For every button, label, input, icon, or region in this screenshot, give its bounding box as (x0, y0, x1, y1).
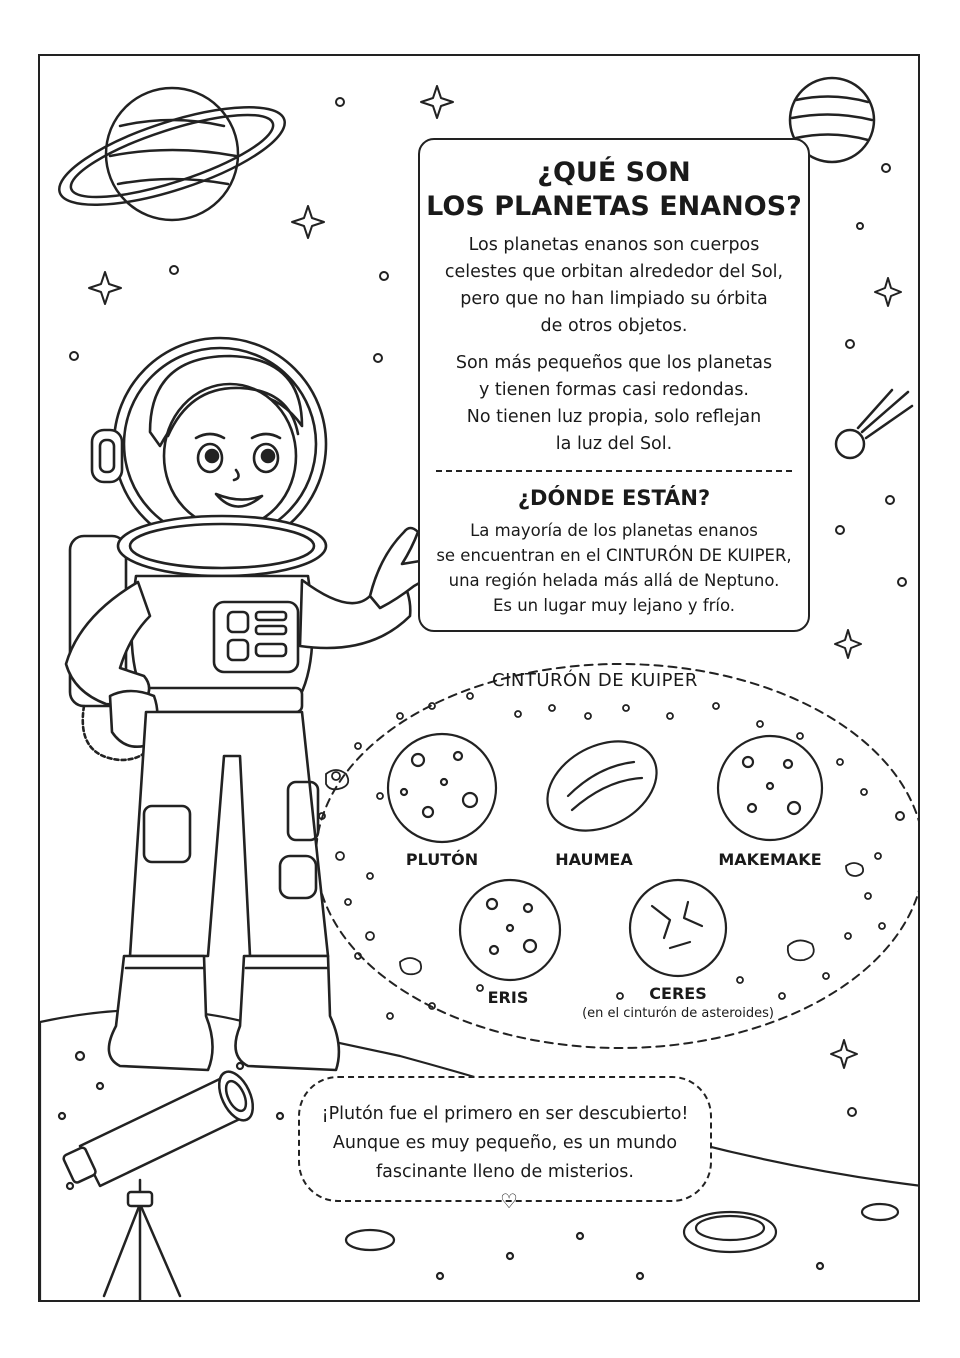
pluto-planet-icon (388, 734, 496, 842)
para2-line-4: la luz del Sol. (555, 434, 673, 454)
para2-line-2: y tienen formas casi redondas. (478, 380, 749, 400)
where-line-1: La mayoría de los planetas enanos (470, 521, 758, 540)
where-line-2: se encuentran en el CINTURÓN DE KUIPER, (436, 546, 792, 565)
bubble-line-2: Aunque es muy pequeño, es un mundo (332, 1133, 678, 1153)
bubble-line-3-wrap (300, 1158, 710, 1216)
coloring-page-frame (38, 54, 920, 1302)
fact-bubble (298, 1076, 712, 1213)
para1-line-3: pero que no han limpiado su órbita (460, 289, 768, 309)
ceres-label: CERES (649, 984, 707, 1003)
ceres-planet-icon (630, 880, 726, 976)
para1-line-1: Los planetas enanos son cuerpos (468, 235, 760, 255)
where-line-4: Es un lugar muy lejano y frío. (492, 596, 736, 615)
para2-line-1: Son más pequeños que los planetas (455, 353, 773, 373)
para2-line-3: No tienen luz propia, solo reflejan (466, 407, 762, 427)
info-title-line-1: ¿QUÉ SON (537, 157, 691, 188)
astronaut-girl-illustration (66, 338, 428, 1070)
eris-label: ERIS (487, 988, 529, 1007)
haumea-planet-icon (532, 723, 672, 848)
pluto-label: PLUTÓN (405, 850, 479, 869)
kuiper-belt-label: CINTURÓN DE KUIPER (492, 670, 698, 691)
info-title-line-2: LOS PLANETAS ENANOS? (426, 191, 802, 222)
makemake-label: MAKEMAKE (718, 850, 822, 869)
heart-icon: ♡ (500, 1189, 518, 1213)
where-paragraph (420, 518, 808, 618)
where-line-3: una región helada más allá de Neptuno. (448, 571, 780, 590)
ceres-note: (en el cinturón de asteroides) (582, 1006, 774, 1021)
bubble-line-1: ¡Plutón fue el primero en ser descubierto! (321, 1104, 689, 1124)
makemake-planet-icon (718, 736, 822, 840)
where-title: ¿DÓNDE ESTÁN? (517, 486, 711, 510)
eris-planet-icon (460, 880, 560, 980)
comet-icon (836, 390, 912, 458)
para1-line-4: de otros objetos. (540, 316, 688, 336)
haumea-label: HAUMEA (555, 850, 633, 869)
bubble-line-3: fascinante lleno de misterios. (376, 1162, 634, 1182)
para1-line-2: celestes que orbitan alrededor del Sol, (444, 262, 784, 282)
info-paragraph-1 (420, 232, 808, 340)
dashed-divider (436, 470, 792, 472)
saturn-icon (49, 87, 294, 225)
info-box (418, 138, 810, 632)
info-paragraph-2 (420, 350, 808, 458)
info-title (420, 156, 808, 224)
